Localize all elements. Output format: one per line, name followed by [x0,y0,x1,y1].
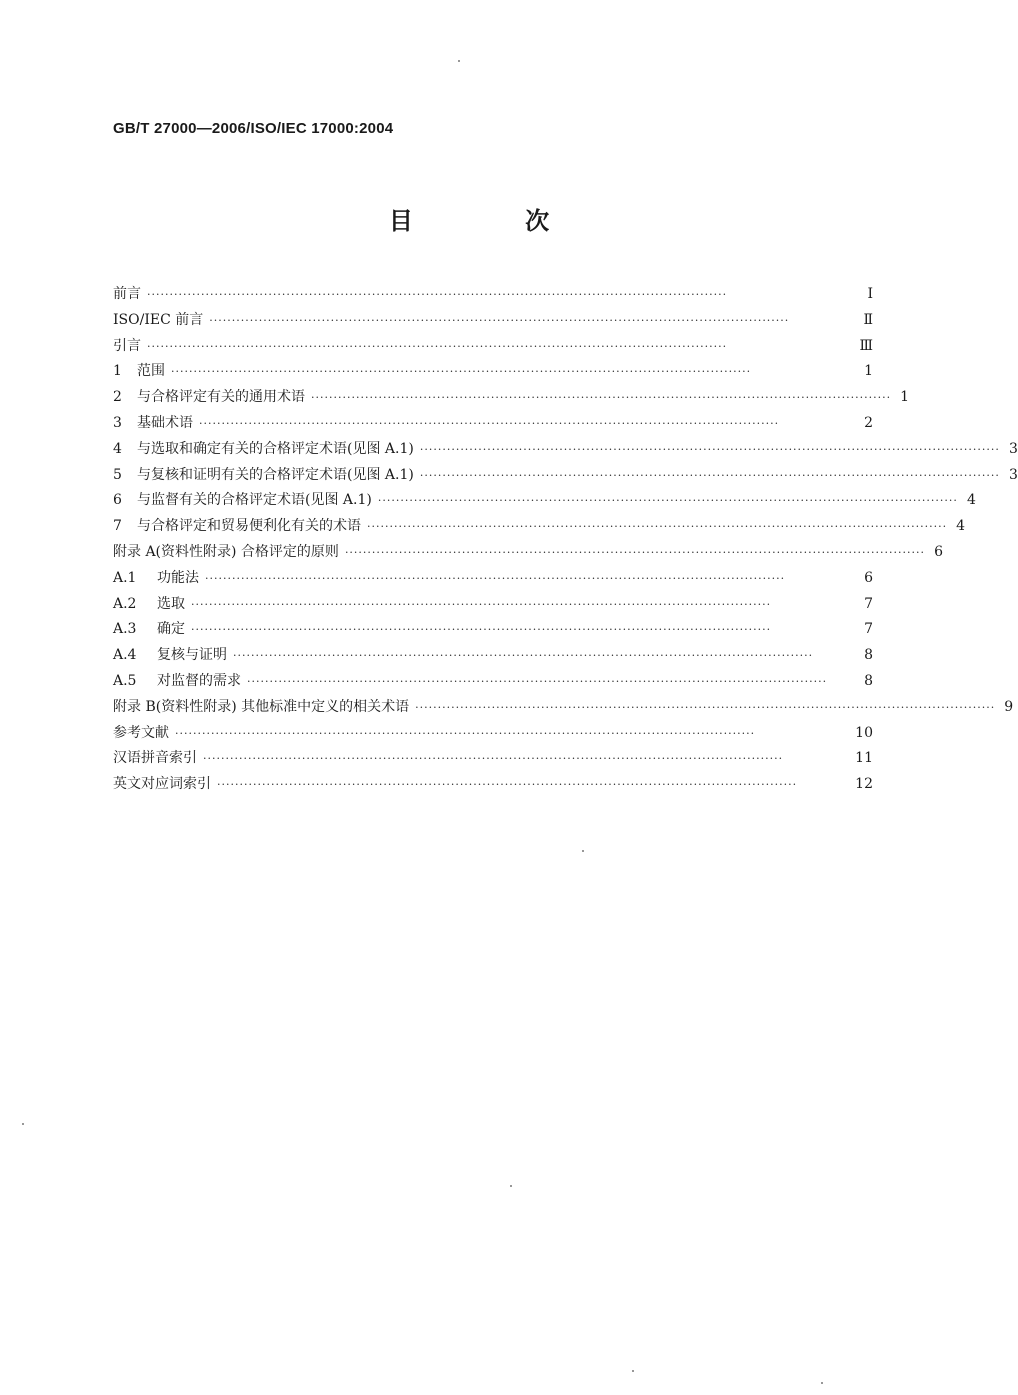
toc-page-number: 8 [864,672,873,689]
scan-speck [821,1382,823,1384]
toc-entry-label: 汉语拼音索引 [113,750,197,767]
toc-page-number: 8 [864,647,873,664]
toc-leader-dots: ································································································································· [233,649,814,663]
toc-entry-a2[interactable] [113,593,873,619]
page-title: 目 次 [388,207,602,235]
toc-page-number: 1 [864,363,873,380]
toc-entry-3[interactable] [113,412,873,438]
toc-entry-a1[interactable] [113,567,873,593]
toc-leader-dots: ································································································································· [377,494,958,508]
toc-page-number: 6 [934,543,943,560]
toc-page-number: 7 [864,621,873,638]
toc-entry-a4[interactable] [113,644,873,670]
toc-page-number: 9 [1004,698,1014,715]
toc-leader-dots: ································································································································· [344,545,925,559]
toc-entry-number: 4 [113,440,122,457]
toc-entry-5[interactable] [113,464,1018,490]
toc-entry-foreword[interactable] [113,283,873,309]
toc-entry-4[interactable] [113,438,1018,464]
toc-leader-dots: ································································································································· [205,571,786,585]
toc-entry-7[interactable] [113,515,966,541]
toc-entry-a5[interactable] [113,670,873,696]
toc-leader-dots: ································································································································· [203,752,784,766]
toc-leader-dots: ································································································································· [191,597,772,611]
toc-entry-number: 6 [113,492,122,509]
toc-entry-bibliography[interactable] [113,722,873,748]
toc-page-number: 1 [900,389,910,406]
toc-entry-annex-b[interactable] [113,696,1014,722]
toc-leader-dots: ································································································································· [191,623,772,637]
scan-speck [632,1370,634,1372]
toc-page-number: 4 [956,518,966,535]
toc-entry-label: 参考文献 [113,724,169,741]
toc-page-number: 3 [1008,466,1018,483]
toc-leader-dots: ································································································································· [217,778,798,792]
toc-entry-label: 附录 B(资料性附录) 其他标准中定义的相关术语 [113,698,410,715]
toc-entry-label: ISO/IEC 前言 [113,311,204,328]
toc-leader-dots: ································································································································· [147,339,728,353]
toc-leader-dots: ································································································································· [415,700,996,714]
toc-entry-6[interactable] [113,489,976,515]
toc-entry-number: A.1 [113,569,137,586]
scan-speck [582,850,584,852]
toc-entry-number: A.5 [113,672,137,689]
scan-speck [510,1185,512,1187]
toc-entry-label: 确定 [157,621,185,638]
toc-page-number: 10 [855,724,873,741]
toc-entry-label: 与监督有关的合格评定术语(见图 A.1) [137,492,372,509]
toc-leader-dots: ································································································································· [247,674,828,688]
toc-page-number: Ⅲ [859,337,873,354]
toc-entry-number: 1 [113,363,122,380]
toc-entry-1[interactable] [113,360,873,386]
toc-entry-number: A.3 [113,621,137,638]
toc-entry-label: 复核与证明 [157,647,227,664]
scan-speck [22,1123,24,1125]
toc-entry-number: 2 [113,389,122,406]
toc-page-number: 6 [864,569,873,586]
toc-leader-dots: ································································································································· [311,391,892,405]
toc-entry-label: 英文对应词索引 [113,776,211,793]
toc-entry-label: 功能法 [157,569,199,586]
toc-entry-label: 引言 [113,337,141,354]
toc-entry-label: 与选取和确定有关的合格评定术语(见图 A.1) [137,440,414,457]
toc-page-number: Ⅰ [867,286,873,302]
toc-entry-label: 前言 [113,286,141,302]
toc-page-number: 12 [855,776,873,793]
table-of-contents [113,283,1018,799]
toc-entry-introduction[interactable] [113,335,873,361]
toc-page-number: 3 [1008,440,1018,457]
toc-page-number: 7 [864,595,873,612]
toc-leader-dots: ································································································································· [419,468,1000,482]
toc-entry-iso-foreword[interactable] [113,309,873,335]
toc-entry-a3[interactable] [113,618,873,644]
toc-entry-english-index[interactable] [113,773,873,799]
toc-entry-number: A.2 [113,595,137,612]
toc-leader-dots: ································································································································· [209,313,790,327]
toc-page-number: Ⅱ [863,311,873,328]
toc-entry-number: 5 [113,466,122,483]
toc-leader-dots: ································································································································· [171,365,752,379]
toc-entry-annex-a[interactable] [113,541,943,567]
toc-entry-label: 与合格评定和贸易便利化有关的术语 [137,518,361,535]
toc-entry-2[interactable] [113,386,910,412]
toc-entry-label: 选取 [157,595,185,612]
toc-entry-label: 基础术语 [137,414,193,431]
toc-page-number: 4 [966,492,976,509]
toc-page-number: 11 [855,750,873,767]
scan-speck [458,60,460,62]
toc-leader-dots: ································································································································· [175,726,756,740]
toc-page-number: 2 [864,414,873,431]
toc-leader-dots: ································································································································· [419,442,1000,456]
toc-entry-number: A.4 [113,647,137,664]
toc-leader-dots: ································································································································· [367,520,948,534]
toc-entry-pinyin-index[interactable] [113,747,873,773]
toc-entry-label: 对监督的需求 [157,672,241,689]
toc-entry-label: 附录 A(资料性附录) 合格评定的原则 [113,543,339,560]
toc-entry-number: 7 [113,518,122,535]
toc-entry-label: 与合格评定有关的通用术语 [137,389,305,406]
document-code: GB/T 27000—2006/ISO/IEC 17000:2004 [113,120,394,137]
toc-leader-dots: ································································································································· [199,416,780,430]
toc-entry-label: 范围 [137,363,165,380]
toc-entry-label: 与复核和证明有关的合格评定术语(见图 A.1) [137,466,414,483]
toc-leader-dots: ································································································································· [147,288,728,301]
toc-entry-number: 3 [113,414,122,431]
